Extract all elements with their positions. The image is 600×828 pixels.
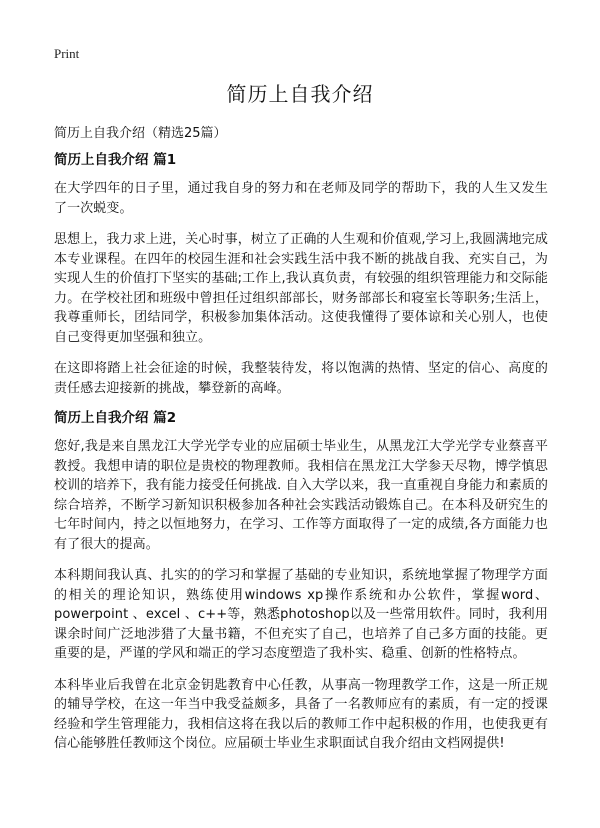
section-1: [54, 152, 548, 398]
paragraph: 您好,我是来自黑龙江大学光学专业的应届硕士毕业生，从黑龙江大学光学专业蔡喜平教授。我想申请的职位是贵校的物理教师。我相信在黑龙江大学参天尽物，博学慎思校训的培养下，我有能力接受任何挑战. 自入大学以来，我一直重视自身能力和素质的综合培养，不断学习新知识积极参加各种社会实践活动锻炼自己。在本科及研究生的七年时间内，持之以恒地努力，在学习、工作等方面取得了一定的成绩,各方面能力也有了很大的提高。: [54, 439, 548, 552]
paragraph: 在大学四年的日子里，通过我自身的努力和在老师及同学的帮助下，我的人生又发生了一次蜕变。: [54, 181, 548, 216]
paragraph: 本科期间我认真、扎实的的学习和掌握了基础的专业知识，系统地掌握了物理学方面的相关的理论知识，熟练使用windows xp操作系统和办公软件，掌握word、powerpoint 、excel 、c++等，熟悉photoshop以及一些常用软件。同时，我利用课余时间广泛地涉猎了大量书籍，不但充实了自己，也培养了自己多方面的技能。更重要的是，严谨的学风和端正的学习态度塑造了我朴实、稳重、创新的性格特点。: [54, 568, 548, 661]
section-heading: 简历上自我介绍 篇1: [54, 152, 177, 168]
paragraph: 思想上，我力求上进，关心时事，树立了正确的人生观和价值观,学习上,我圆满地完成本专业课程。在四年的校园生涯和社会实践生活中我不断的挑战自我、充实自己，为实现人生的价值打下坚实的基础;工作上,我认真负责，有较强的组织管理能力和交际能力。在学校社团和班级中曾担任过组织部部长，财务部部长和寝室长等职务;生活上，我尊重师长，团结同学，积极参加集体活动。这使我懂得了要体谅和关心别人，也使自己变得更加坚强和独立。: [54, 232, 548, 345]
section-heading: 简历上自我介绍 篇2: [54, 410, 177, 426]
print-link[interactable]: Print: [54, 46, 80, 61]
section-2: [54, 410, 548, 754]
document-title: 简历上自我介绍: [226, 82, 374, 106]
paragraph: 本科毕业后我曾在北京金钥匙教育中心任教，从事高一物理教学工作，这是一所正规的辅导学校，在这一年当中我受益颇多，具备了一名教师应有的素质，有一定的授课经验和学生管理能力，我相信这将在我以后的教师工作中起积极的作用，也使我更有信心能够胜任教师这个岗位。应届硕士毕业生求职面试自我介绍由文档网提供!: [54, 677, 548, 751]
document-body: [54, 152, 548, 766]
paragraph: 在这即将踏上社会征途的时候，我整装待发，将以饱满的热情、坚定的信心、高度的责任感去迎接新的挑战，攀登新的高峰。: [54, 361, 548, 396]
document-subtitle: 简历上自我介绍（精选25篇）: [54, 126, 227, 141]
